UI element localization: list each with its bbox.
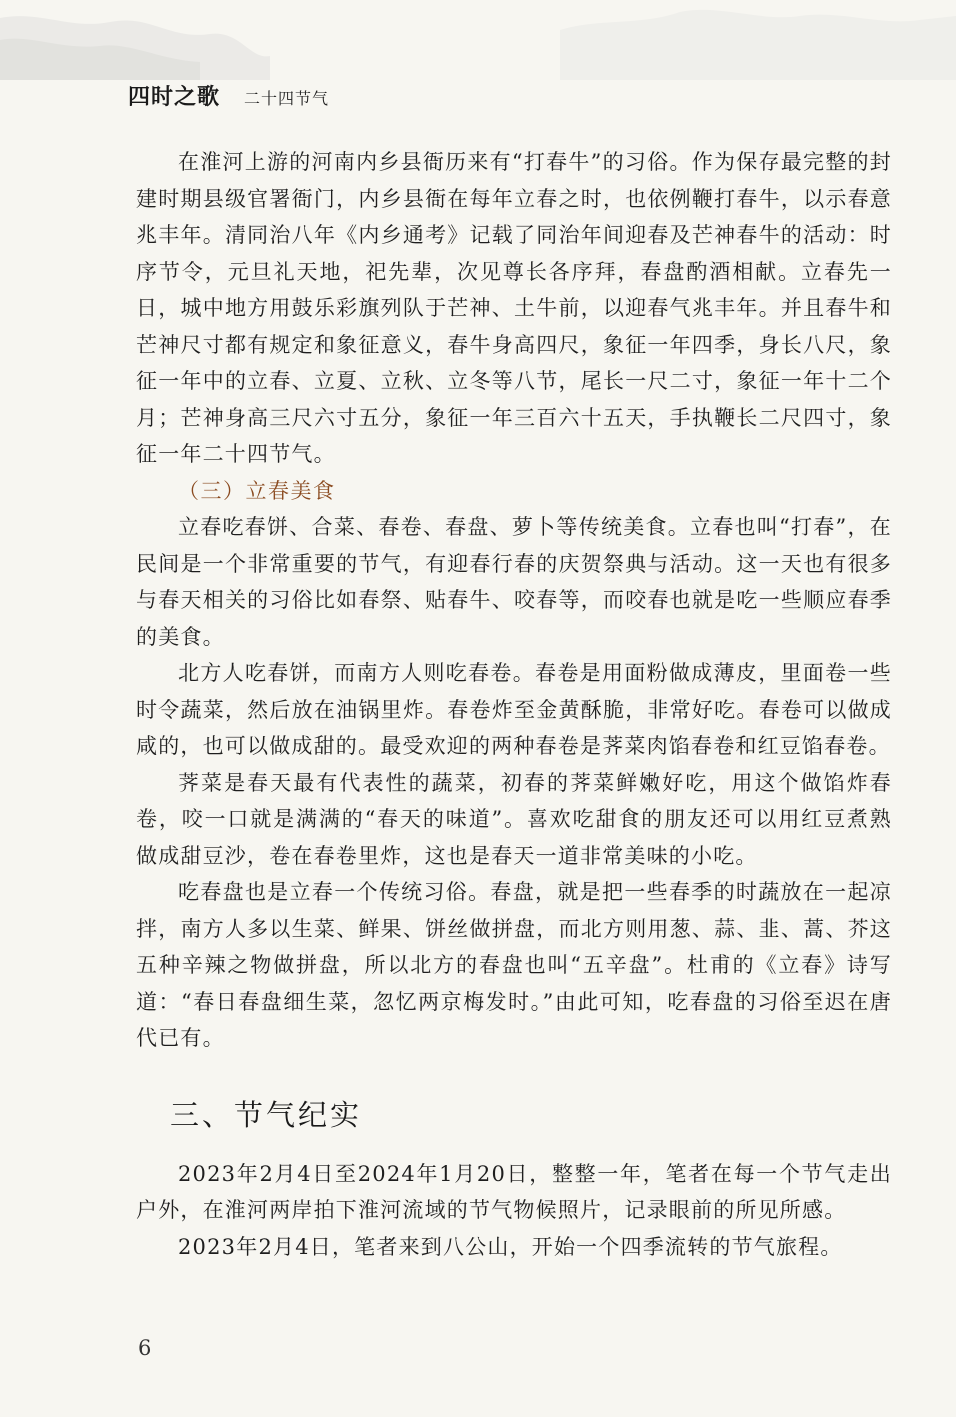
paragraph: 立春吃春饼、合菜、春卷、春盘、萝卜等传统美食。立春也叫“打春”，在民间是一个非常重要的节气，有迎春行春的庆贺祭典与活动。这一天也有很多与春天相关的习俗比如春祭、贴春牛、咬春等，而咬春也就是吃一些顺应春季的美食。 [136, 515, 892, 649]
mountain-decoration-icon [0, 0, 956, 80]
paragraph: 2023年2月4日至2024年1月20日，整整一年，笔者在每一个节气走出户外，在淮河两岸拍下淮河流域的节气物候照片，记录眼前的所见所感。 [136, 1161, 892, 1222]
paragraph: 在淮河上游的河南内乡县衙历来有“打春牛”的习俗。作为保存最完整的封建时期县级官署衙门，内乡县衙在每年立春之时，也依例鞭打春牛，以示春意兆丰年。清同治八年《内乡通考》记载了同治年间迎春及芒神春牛的活动：时序节令，元旦礼天地，祀先辈，次见尊长各序拜，春盘酌酒相献。立春先一日，城中地方用鼓乐彩旗列队于芒神、土牛前，以迎春气兆丰年。并且春牛和芒神尺寸都有规定和象征意义，春牛身高四尺，象征一年四季，身长八尺，象征一年中的立春、立夏、立秋、立冬等八节，尾长一尺二寸，象征一年十二个月；芒神身高三尺六寸五分，象征一年三百六十五天，手执鞭长二尺四寸，象征一年二十四节气。 [136, 150, 892, 466]
paragraph: 吃春盘也是立春一个传统习俗。春盘，就是把一些春季的时蔬放在一起凉拌，南方人多以生菜、鲜果、饼丝做拼盘，而北方则用葱、蒜、韭、蒿、芥这五种辛辣之物做拼盘，所以北方的春盘也叫“五辛盘”。杜甫的《立春》诗写道：“春日春盘细生菜，忽忆两京梅发时。”由此可知，吃春盘的习俗至迟在唐代已有。 [136, 880, 892, 1050]
page-number: 6 [138, 1336, 152, 1360]
header-book-title: 四时之歌 [128, 85, 221, 110]
paragraph: 2023年2月4日，笔者来到八公山，开始一个四季流转的节气旅程。 [178, 1234, 843, 1259]
subsection-title: （三）立春美食 [178, 478, 336, 503]
paragraph: 荠菜是春天最有代表性的蔬菜，初春的荠菜鲜嫩好吃，用这个做馅炸春卷，咬一口就是满满的“春天的味道”。喜欢吃甜食的朋友还可以用红豆煮熟做成甜豆沙，卷在春卷里炸，这也是春天一道非常美味的小吃。 [136, 770, 892, 868]
section-heading: 三、节气纪实 [170, 1097, 363, 1132]
paragraph: 北方人吃春饼，而南方人则吃春卷。春卷是用面粉做成薄皮，里面卷一些时令蔬菜，然后放在油锅里炸。春卷炸至金黄酥脆，非常好吃。春卷可以做成咸的，也可以做成甜的。最受欢迎的两种春卷是荠菜肉馅春卷和红豆馅春卷。 [136, 661, 892, 758]
running-header [128, 80, 329, 111]
header-chapter-title: 二十四节气 [244, 89, 330, 108]
page-body [136, 144, 892, 1265]
